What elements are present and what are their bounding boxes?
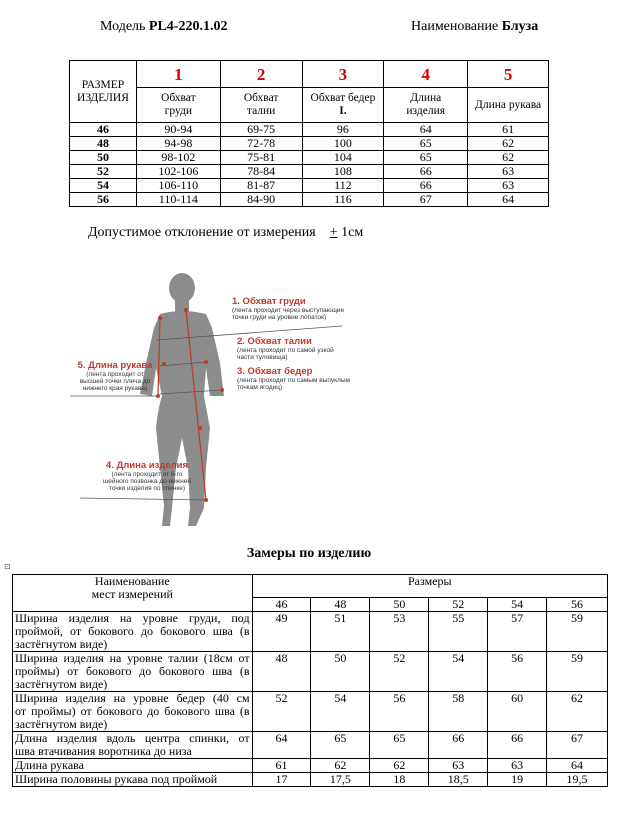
measure-value: 56 (488, 652, 547, 692)
measure-value: 51 (311, 612, 370, 652)
measure-value: 59 (547, 612, 608, 652)
measure-name (13, 692, 253, 732)
tolerance-note (88, 225, 363, 241)
tolerance-text: Допустимое отклонение от измерения (88, 225, 316, 240)
value-cell: 84-90 (220, 193, 302, 207)
label-length-title: 4. Длина изделия (105, 460, 189, 471)
label-length (102, 460, 192, 492)
size-table-corner (70, 61, 137, 123)
measure-name-line: Ширина половины рукава под проймой (15, 772, 218, 786)
measure-value: 58 (429, 692, 488, 732)
measure-value: 55 (429, 612, 488, 652)
value-cell: 106-110 (136, 179, 220, 193)
label-length-desc: (лента проходит от 6-го (111, 471, 183, 478)
value-cell: 94-98 (136, 137, 220, 151)
size-header-cell: 50 (370, 598, 429, 612)
measure-value: 66 (429, 732, 488, 759)
measure-name (13, 652, 253, 692)
measure-name-line: от проймы) от бокового до бокового шва (в (15, 704, 250, 718)
label-waist-title: 2. Обхват талии (237, 336, 312, 347)
measure-name-line: Длина изделия вдоль центра спинки, от (15, 731, 250, 745)
col-number: 5 (468, 61, 549, 88)
measure-row (13, 692, 608, 732)
measure-name (13, 732, 253, 759)
value-cell: 102-106 (136, 165, 220, 179)
measure-value: 66 (488, 732, 547, 759)
measure-value: 49 (252, 612, 311, 652)
measure-table (12, 574, 608, 787)
size-cell: 56 (70, 193, 137, 207)
corner-line-2: ИЗДЕЛИЯ (77, 91, 129, 104)
label-length-desc: точки изделия по спинке) (108, 485, 186, 492)
measure-value: 53 (370, 612, 429, 652)
value-cell: 116 (302, 193, 384, 207)
size-header-cell: 46 (252, 598, 311, 612)
value-cell: 63 (468, 179, 549, 193)
col-label: Длина изделия (384, 88, 468, 123)
label-length-desc: шейного позвонка до нижней (103, 478, 191, 485)
label-sleeve-desc: высшей точки плеча до (79, 378, 151, 385)
measure-value: 19 (488, 773, 547, 787)
measure-value: 64 (252, 732, 311, 759)
measure-value: 57 (488, 612, 547, 652)
label-hips-desc: точкам ягодиц) (237, 384, 283, 391)
name-header (411, 19, 538, 35)
model-value: PL4-220.1.02 (148, 19, 228, 34)
size-row (70, 137, 549, 151)
value-cell: 96 (302, 123, 384, 137)
measure-value: 17 (252, 773, 311, 787)
measure-value: 19,5 (547, 773, 608, 787)
size-cell: 54 (70, 179, 137, 193)
measure-name (13, 773, 253, 787)
measure-name-line: застёгнутом виде) (15, 717, 108, 731)
label-hips (237, 366, 350, 391)
measure-value: 63 (488, 759, 547, 773)
value-cell: 90-94 (136, 123, 220, 137)
size-cell: 50 (70, 151, 137, 165)
label-waist-desc: (лента проходит по самой узкой (237, 347, 334, 354)
size-header-cell: 48 (311, 598, 370, 612)
measure-name-line: Длина рукава (15, 758, 84, 772)
col-label: Обхват бедер I. (302, 88, 384, 123)
size-row (70, 165, 549, 179)
size-row (70, 151, 549, 165)
label-sleeve-desc: нижнего края рукава) (82, 385, 148, 392)
size-table-label-row (70, 88, 549, 123)
measure-value: 60 (488, 692, 547, 732)
corner-line-1: РАЗМЕР (81, 78, 125, 91)
value-cell: 72-78 (220, 137, 302, 151)
value-cell: 62 (468, 151, 549, 165)
measure-value: 62 (370, 759, 429, 773)
label-hips-desc: (лента проходит по самым выпуклым (237, 377, 350, 384)
size-row (70, 123, 549, 137)
value-cell: 108 (302, 165, 384, 179)
col-label: Обхват груди (136, 88, 220, 123)
label-sleeve (74, 360, 156, 392)
col-number: 1 (136, 61, 220, 88)
measure-row (13, 652, 608, 692)
label-sleeve-title: 5. Длина рукава (77, 360, 153, 371)
value-cell: 104 (302, 151, 384, 165)
measure-row (13, 759, 608, 773)
label-waist (237, 336, 334, 361)
size-table (69, 60, 549, 207)
measure-name-line: проймы) от бокового до бокового шва (в (15, 664, 250, 678)
value-cell: 67 (384, 193, 468, 207)
col-number: 2 (220, 61, 302, 88)
label-sleeve-desc: (лента проходит от (86, 371, 144, 378)
name-label: Наименование (411, 19, 499, 34)
label-hips-title: 3. Обхват бедер (237, 366, 313, 377)
measure-head-left: Наименование мест измерений (13, 575, 253, 612)
label-chest-desc: точки груди на уровне лопаток) (232, 314, 327, 321)
measure-name-line: застёгнутом виде) (15, 677, 108, 691)
value-cell: 100 (302, 137, 384, 151)
tolerance-pm: + (329, 225, 338, 240)
value-cell: 64 (384, 123, 468, 137)
value-cell: 110-114 (136, 193, 220, 207)
value-cell: 69-75 (220, 123, 302, 137)
label-chest-title: 1. Обхват груди (232, 296, 306, 307)
measure-value: 48 (252, 652, 311, 692)
measure-row (13, 612, 608, 652)
size-table-number-row (70, 61, 549, 88)
size-header-cell: 54 (488, 598, 547, 612)
value-cell: 63 (468, 165, 549, 179)
tolerance-value: 1см (341, 225, 364, 240)
col-number: 4 (384, 61, 468, 88)
size-header-cell: 52 (429, 598, 488, 612)
size-header-cell: 56 (547, 598, 608, 612)
value-cell: 64 (468, 193, 549, 207)
measure-name-line: застёгнутом виде) (15, 637, 108, 651)
size-row (70, 179, 549, 193)
measure-value: 62 (311, 759, 370, 773)
label-chest (232, 296, 344, 321)
measure-value: 52 (370, 652, 429, 692)
measure-name-line: проймой, от бокового до бокового шва (в (15, 624, 250, 638)
measure-value: 54 (429, 652, 488, 692)
model-label: Модель (100, 19, 146, 34)
table-anchor-icon: ⊡ (4, 562, 11, 571)
measure-value: 63 (429, 759, 488, 773)
measure-value: 18 (370, 773, 429, 787)
value-cell: 81-87 (220, 179, 302, 193)
measure-value: 56 (370, 692, 429, 732)
measure-value: 67 (547, 732, 608, 759)
col-label: Обхват талии (220, 88, 302, 123)
size-cell: 46 (70, 123, 137, 137)
model-header (100, 19, 227, 35)
measure-name (13, 759, 253, 773)
size-cell: 48 (70, 137, 137, 151)
value-cell: 78-84 (220, 165, 302, 179)
measure-value: 50 (311, 652, 370, 692)
measure-name-line: Ширина изделия на уровне бедер (40 см (15, 691, 250, 705)
value-cell: 61 (468, 123, 549, 137)
value-cell: 75-81 (220, 151, 302, 165)
label-chest-desc: (лента проходит через выступающие (232, 307, 345, 314)
measure-name-line: Ширина изделия на уровне груди, под (15, 611, 250, 625)
value-cell: 98-102 (136, 151, 220, 165)
name-value: Блуза (501, 19, 539, 34)
value-cell: 65 (384, 137, 468, 151)
value-cell: 66 (384, 179, 468, 193)
measure-value: 54 (311, 692, 370, 732)
measure-value: 62 (547, 692, 608, 732)
value-cell: 65 (384, 151, 468, 165)
label-waist-desc: части туловища) (237, 354, 288, 361)
measure-head-row (13, 575, 608, 598)
measure-row (13, 732, 608, 759)
measure-row (13, 773, 608, 787)
measure-value: 65 (311, 732, 370, 759)
measure-value: 18,5 (429, 773, 488, 787)
measure-name-line: Ширина изделия на уровне талии (18см от (15, 651, 250, 665)
measure-name (13, 612, 253, 652)
size-cell: 52 (70, 165, 137, 179)
measure-value: 64 (547, 759, 608, 773)
measure-section-title: Замеры по изделию (246, 546, 372, 561)
value-cell: 66 (384, 165, 468, 179)
value-cell: 62 (468, 137, 549, 151)
measure-value: 65 (370, 732, 429, 759)
measure-value: 59 (547, 652, 608, 692)
measure-value: 61 (252, 759, 311, 773)
measure-value: 17,5 (311, 773, 370, 787)
measure-name-line: шва втачивания воротника до низа (15, 744, 192, 758)
value-cell: 112 (302, 179, 384, 193)
col-label: Длина рукава (468, 88, 549, 123)
measure-head-sizes: Размеры (252, 575, 607, 598)
measure-value: 52 (252, 692, 311, 732)
col-number: 3 (302, 61, 384, 88)
size-row (70, 193, 549, 207)
